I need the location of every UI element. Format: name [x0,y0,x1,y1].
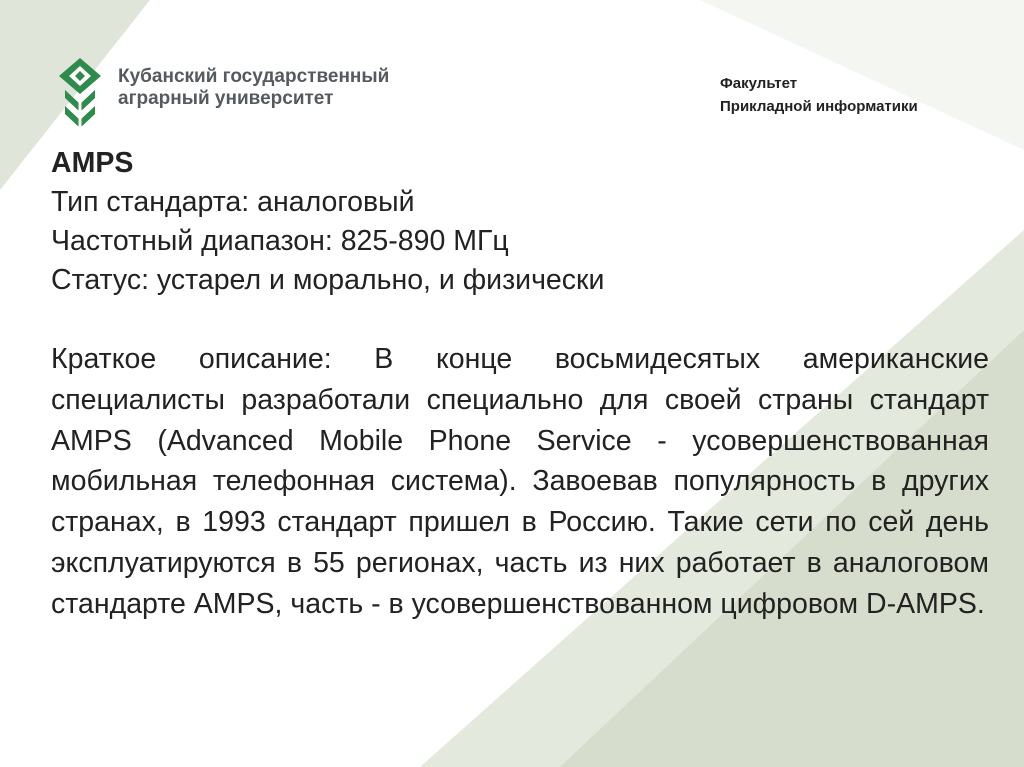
leaf-logo-icon [55,56,105,130]
faculty-label [720,72,918,118]
slide-content [51,144,989,625]
description-paragraph: Краткое описание: В конце восьмидесятых американские специалисты разработали специально для своей страны стандарт AMPS (Advanced Mobile Phone Service - усовершенствованная мобильная телефонная система). Завоевав популярность в других странах, в 1993 стандарт пришел в Россию. Такие сети по сей день эксплуатируются в 55 регионах, часть из них работает в аналоговом стандарте AMPS, часть - в усовершенствованном цифровом D-AMPS. [51,343,989,620]
faculty-line2: Прикладной информатики [720,98,918,115]
standard-type: Тип стандарта: аналоговый [51,186,415,218]
faculty-line1: Факультет [720,75,798,92]
frequency-range: Частотный диапазон: 825-890 МГц [51,225,509,257]
slide-title: AMPS [51,147,134,179]
status-line: Статус: устарел и морально, и физически [51,264,605,296]
university-name-line2: аграрный университет [118,88,334,109]
university-name-line1: Кубанский государственный [118,66,390,87]
university-name [118,66,389,110]
